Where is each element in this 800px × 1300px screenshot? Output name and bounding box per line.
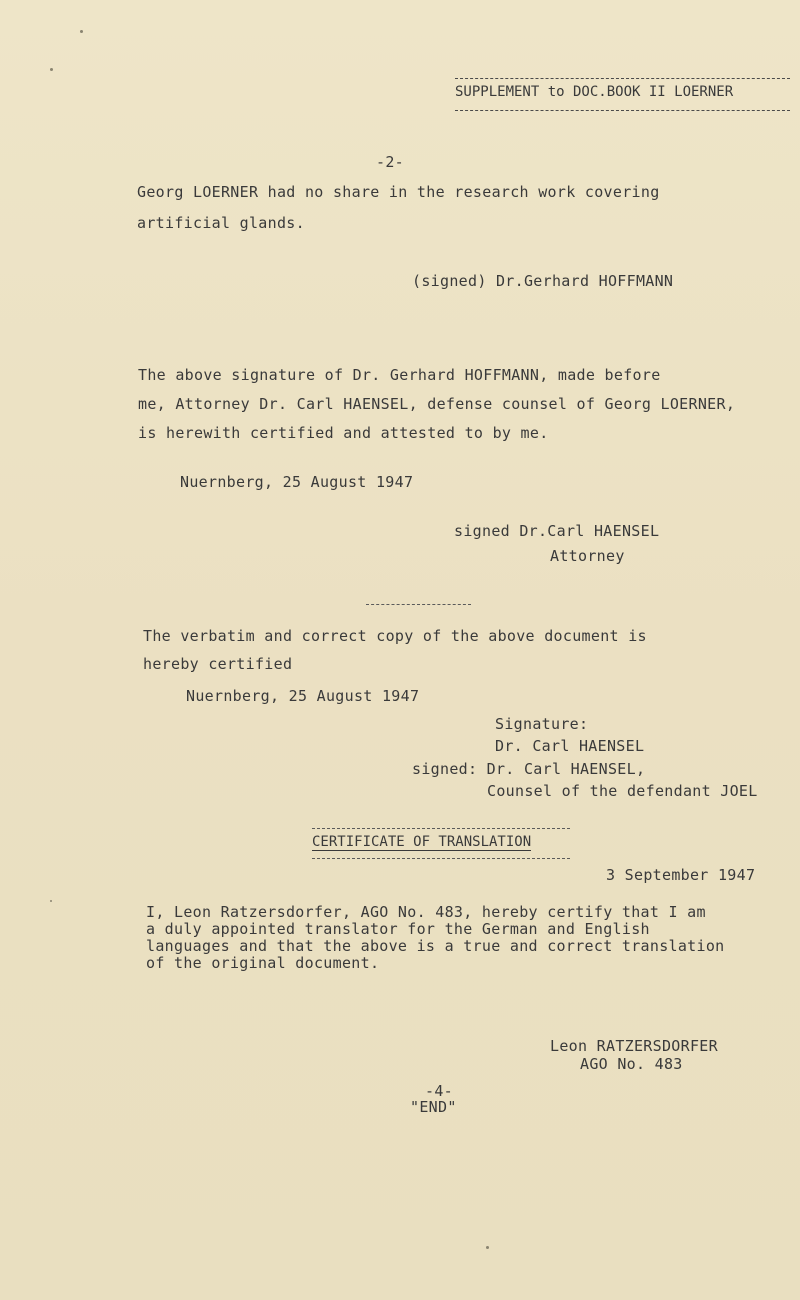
statement-line-2: artificial glands. <box>137 214 305 232</box>
statement-line-1: Georg LOERNER had no share in the research work covering <box>137 183 660 201</box>
verbatim-line-2: hereby certified <box>143 655 293 673</box>
signature-label: Signature: <box>495 715 589 733</box>
attorney-title: Attorney <box>550 547 625 565</box>
paper-speck <box>50 68 53 71</box>
place-date-1: Nuernberg, 25 August 1947 <box>180 473 414 491</box>
certificate-line-3: languages and that the above is a true and correct translation <box>146 937 725 955</box>
section-divider <box>366 604 471 605</box>
attestation-line-2: me, Attorney Dr. Carl HAENSEL, defense counsel of Georg LOERNER, <box>138 395 736 413</box>
translator-ago: AGO No. 483 <box>580 1055 683 1073</box>
certificate-rule-top <box>312 828 570 829</box>
header-rule-top <box>455 78 790 79</box>
certificate-rule-bottom <box>312 858 570 859</box>
signed-line: signed: Dr. Carl HAENSEL, <box>412 760 646 778</box>
certificate-line-2: a duly appointed translator for the German and English <box>146 920 650 938</box>
supplement-label: SUPPLEMENT to DOC.BOOK II LOERNER <box>455 84 734 100</box>
translator-name: Leon RATZERSDORFER <box>550 1037 718 1055</box>
attestation-line-1: The above signature of Dr. Gerhard HOFFMANN, made before <box>138 366 661 384</box>
certificate-line-1: I, Leon Ratzersdorfer, AGO No. 483, hereby certify that I am <box>146 903 706 921</box>
certificate-title: CERTIFICATE OF TRANSLATION <box>312 834 532 850</box>
footer-end-marker: "END" <box>410 1098 457 1116</box>
verbatim-line-1: The verbatim and correct copy of the above document is <box>143 627 647 645</box>
paper-speck <box>80 30 83 33</box>
attestation-line-3: is herewith certified and attested to by me. <box>138 424 549 442</box>
header-rule-bottom <box>455 110 790 111</box>
attorney-signed-name: signed Dr.Carl HAENSEL <box>454 522 660 540</box>
certificate-date: 3 September 1947 <box>606 866 756 884</box>
paper-speck <box>50 900 52 902</box>
footer-page-number: -4- <box>425 1082 453 1100</box>
page-number-top: -2- <box>376 153 404 171</box>
certificate-line-4: of the original document. <box>146 954 380 972</box>
hoffmann-signature: (signed) Dr.Gerhard HOFFMANN <box>412 272 674 290</box>
paper-speck <box>486 1246 489 1249</box>
place-date-2: Nuernberg, 25 August 1947 <box>186 687 420 705</box>
signature-name: Dr. Carl HAENSEL <box>495 737 645 755</box>
counsel-line: Counsel of the defendant JOEL <box>487 782 758 800</box>
